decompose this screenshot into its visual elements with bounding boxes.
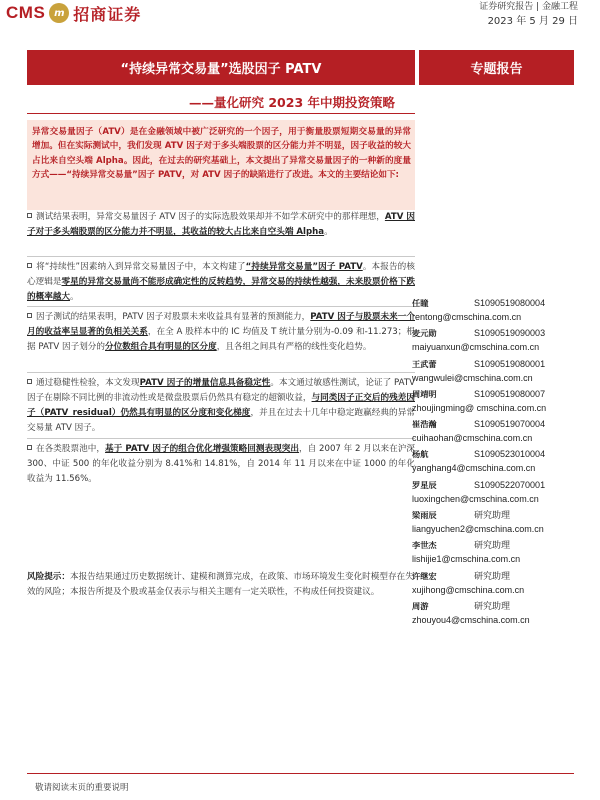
report-type: 证券研究报告 | 金融工程 (479, 2, 578, 12)
analyst-name: 杨航 (412, 449, 429, 460)
analyst-entry (412, 417, 582, 447)
analyst-email: xujihong@cmschina.com.cn (412, 584, 525, 595)
checkbox-bullet-icon (27, 313, 32, 318)
analyst-entry (412, 599, 582, 629)
analyst-name: 任瞳 (412, 298, 429, 308)
bullet-text: ，且各组之间具有严格的线性变化趋势。 (216, 342, 372, 352)
logo-text: CMS (6, 3, 46, 22)
company-logo (6, 0, 141, 26)
analyst-name: 王武蕾 (412, 358, 437, 369)
bullet-text: 。本文通过敏感性测试，论证了 PATV 因子在剔除不同比例的非流动性或是微盘股票后仍然具有稳定的超额收益， (27, 378, 415, 403)
analyst-email: luoxingchen@cmschina.com.cn (412, 493, 539, 504)
analyst-entry (412, 296, 582, 326)
analyst-cert: S1090519080001 (474, 358, 546, 369)
analyst-name: 周靖明 (412, 388, 437, 399)
report-subtitle: ——量化研究 2023 年中期投资策略 (189, 95, 395, 110)
bullet-text: 因子测试的结果表明，PATV 因子对股票未来收益具有显著的预测能力， (36, 312, 311, 322)
risk-text: 本报告结果通过历史数据统计、建模和测算完成，在政策、市场环境发生变化时模型存在失效的风险；本报告所提及个股或基金仅表示与相关主题有一定关联性，不构成任何投资建议。 (27, 572, 414, 597)
checkbox-bullet-icon (27, 263, 32, 268)
bullet-item (27, 260, 415, 305)
checkbox-bullet-icon (27, 445, 32, 450)
bullet-text: 通过稳健性检验，本文发现 (36, 378, 140, 388)
analyst-cert: 研究助理 (474, 600, 511, 611)
analyst-cert: 研究助理 (474, 510, 511, 521)
bullet-text: ，并且在过去十几年中稳定跑赢经典的异常交易量 ATV 因子。 (27, 408, 415, 433)
analyst-cert: S1090519070004 (474, 419, 546, 430)
analyst-email: zhouyou4@cmschina.com.cn (412, 614, 530, 625)
report-date: 2023 年 5 月 29 日 (487, 16, 578, 27)
analyst-entry (412, 387, 582, 417)
bullet-item (27, 210, 415, 240)
bullet-item (27, 376, 415, 436)
bullet-emphasis: ATV 因子对于多头端股票的区分能力并不明显，其收益的较大占比来自空头端 Alpha (27, 212, 415, 237)
analyst-entry (412, 447, 582, 477)
analyst-name: 李世杰 (412, 540, 437, 551)
analyst-name: 梁雨辰 (412, 510, 437, 521)
analyst-name: 许继宏 (412, 570, 437, 581)
analyst-email: yanghang4@cmschina.com.cn (412, 463, 536, 474)
report-tag: 专题报告 (419, 50, 574, 85)
analyst-entry (412, 357, 582, 387)
analyst-entry (412, 326, 582, 356)
checkbox-bullet-icon (27, 213, 32, 218)
bullet-emphasis: PATV 因子与股票未来一个月的收益率呈显著的负相关关系 (27, 312, 415, 337)
analyst-entry (412, 538, 582, 568)
analyst-email: zhoujingming@ cmschina.com.cn (412, 402, 547, 413)
analyst-name: 麦元勋 (412, 328, 437, 339)
risk-label: 风险提示： (27, 572, 70, 582)
footer-divider (27, 773, 574, 774)
bullet-text: 将“持续性”因素纳入到异常交易量因子中，本文构建了 (36, 262, 246, 272)
analyst-entry (412, 508, 582, 538)
divider (27, 438, 415, 439)
checkbox-bullet-icon (27, 379, 32, 384)
analyst-email: lishijie1@cmschina.com.cn (412, 554, 521, 565)
subtitle-divider (27, 113, 415, 114)
analyst-name: 罗星辰 (412, 479, 437, 490)
bullet-text: 。本报告的核心逻辑是 (27, 262, 415, 287)
bullet-text: 。 (324, 227, 333, 237)
analyst-email: liangyuchen2@cmschina.com.cn (412, 524, 544, 535)
bullet-text: 在各类股票池中， (36, 444, 106, 454)
analyst-cert: S1090519080004 (474, 298, 546, 308)
analyst-cert: S1090522070001 (474, 479, 546, 490)
bullet-emphasis: PATV 因子的增量信息具备稳定性 (139, 378, 271, 388)
analyst-cert: S1090523010004 (474, 449, 546, 460)
report-title: “持续异常交易量”选股因子 PATV (27, 50, 415, 85)
analyst-cert: S1090519080007 (474, 388, 546, 399)
logo-chinese-name: 招商证券 (73, 4, 142, 24)
bullet-emphasis: 基于 PATV 因子的组合优化增强策略回测表现突出 (105, 444, 299, 454)
bullet-text: 。 (69, 292, 79, 302)
analyst-cert: 研究助理 (474, 540, 511, 551)
bullet-text: ，在全 A 股样本中的 IC 均值及 T 统计量分别为-0.09 和-11.273；根据 PATV 因子划分的 (27, 327, 415, 352)
analyst-email: cuihaohan@cmschina.com.cn (412, 433, 533, 444)
bullet-text: ，自 2007 年 2 月以来在沪深 300、中证 500 的年化收益分别为 8.41%和 14.81%，自 2014 年 11 月以来在中证 1000 的年化收益为 11.56%。 (27, 444, 415, 484)
divider (27, 372, 415, 373)
bullet-emphasis: 与同类因子正交后的残差因子（PATV_residual）仍然具有明显的区分度和变化梯度 (27, 393, 415, 418)
analyst-cert: S1090519090003 (474, 328, 546, 339)
analyst-name: 崔浩瀚 (412, 419, 437, 430)
report-meta (479, 0, 578, 29)
divider (27, 256, 415, 257)
bullet-text: 测试结果表明，异常交易量因子 ATV 因子的实际选股效果却并不如学术研究中的那样理想， (36, 212, 385, 222)
analyst-email: maiyuanxun@cmschina.com.cn (412, 342, 540, 353)
risk-warning (27, 570, 415, 600)
analyst-email: wangwulei@cmschina.com.cn (412, 372, 533, 383)
bullet-item (27, 442, 415, 487)
analyst-list (412, 296, 582, 629)
bullet-emphasis: 零星的异常交易量尚不能形成确定性的反转趋势，异常交易的持续性越强，未来股票价格下跌的概率越大 (27, 277, 415, 302)
bullet-item (27, 310, 415, 355)
analyst-email: rentong@cmschina.com.cn (412, 312, 522, 322)
analyst-name: 周游 (412, 600, 429, 611)
footer-note: 敬请阅读末页的重要说明 (35, 783, 129, 793)
logo-badge-icon: m (49, 3, 69, 23)
analyst-cert: 研究助理 (474, 570, 511, 581)
bullet-emphasis: 分位数组合具有明显的区分度 (105, 342, 217, 352)
summary-box: 异常交易量因子（ATV）是在金融领域中被广泛研究的一个因子，用于衡量股票短期交易量的异常增加。但在实际测试中，我们发现 ATV 因子对于多头端股票的区分能力并不明显，因子收益的较大占比来自空头端 Alpha。因此，在过去的研究基础上，本文提出了异常交易量因子的一种新的度量方式——“持续异常交易量”因子 PATV，对 ATV 因子的缺陷进行了改进。本文的主要结论如下: (27, 120, 415, 210)
divider (27, 306, 415, 307)
bullet-emphasis: “持续异常交易量”因子 PATV (245, 262, 363, 272)
analyst-entry (412, 569, 582, 599)
analyst-entry (412, 478, 582, 508)
